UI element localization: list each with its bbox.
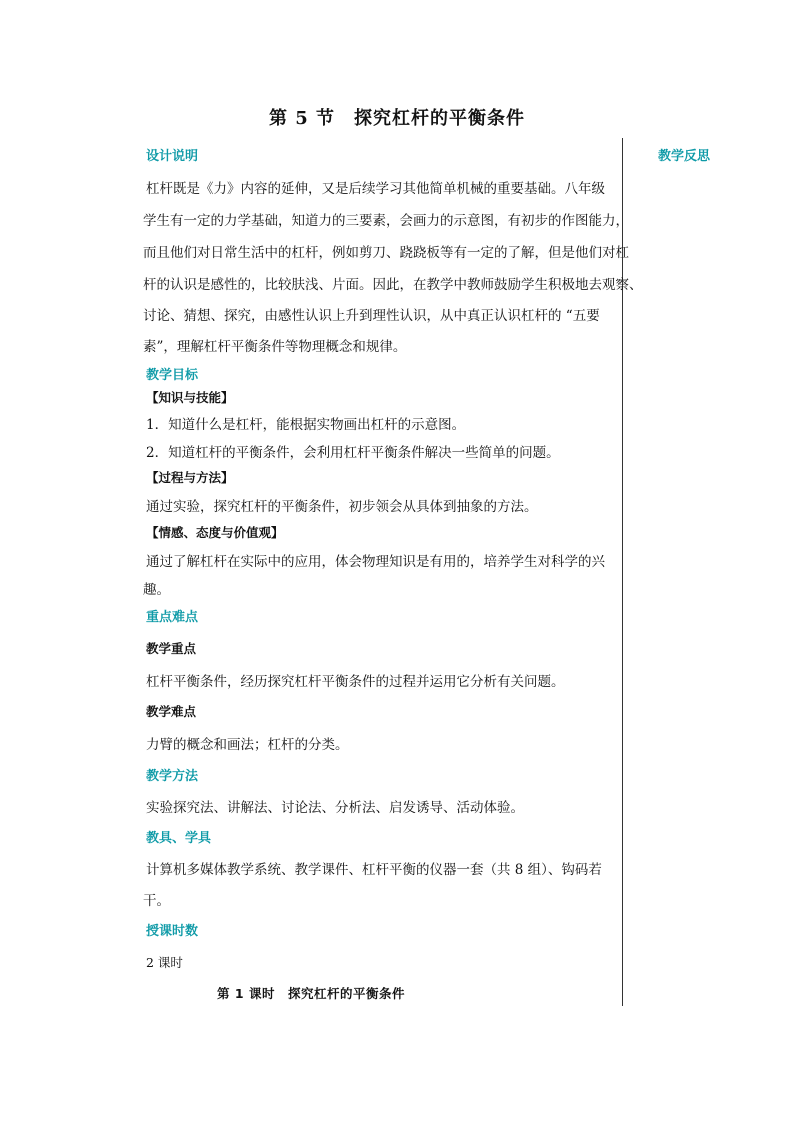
lesson-title: 第 1 课时 探究杠杆的平衡条件	[217, 986, 405, 1001]
process-heading: 【过程与方法】	[146, 470, 234, 485]
key-points-heading: 重点难点	[146, 610, 199, 625]
difficulty-text: 力臂的概念和画法；杠杆的分类。	[146, 737, 349, 753]
objectives-heading: 教学目标	[146, 368, 199, 383]
hours-text: 2 课时	[146, 955, 183, 970]
page-title: 第 5 节 探究杠杆的平衡条件	[268, 108, 526, 129]
tools-line-1: 计算机多媒体教学系统、教学课件、杠杆平衡的仪器一套（共 8 组）、钩码若	[146, 862, 602, 878]
emotion-line-1: 通过了解杠杆在实际中的应用，体会物理知识是有用的，培养学生对科学的兴	[146, 554, 605, 570]
design-line-3: 而且他们对日常生活中的杠杆，例如剪刀、跷跷板等有一定的了解，但是他们对杠	[143, 245, 629, 261]
emotion-heading: 【情感、态度与价值观】	[146, 525, 284, 540]
design-line-6: 素”，理解杠杆平衡条件等物理概念和规律。	[143, 339, 407, 355]
tools-line-2: 干。	[143, 893, 170, 909]
design-line-2: 学生有一定的力学基础，知道力的三要素，会画力的示意图，有初步的作图能力，	[143, 213, 629, 229]
process-text: 通过实验，探究杠杆的平衡条件，初步领会从具体到抽象的方法。	[146, 499, 538, 515]
design-line-5: 讨论、猜想、探究，由感性认识上升到理性认识，从中真正认识杠杆的 “五要	[143, 308, 600, 324]
focus-heading: 教学重点	[146, 641, 197, 656]
design-line-1: 杠杆既是《力》内容的延伸，又是后续学习其他简单机械的重要基础。八年级	[146, 181, 605, 197]
emotion-line-2: 趣。	[143, 582, 170, 598]
design-line-4: 杆的认识是感性的，比较肤浅、片面。因此，在教学中教师鼓励学生积极地去观察、	[143, 277, 643, 293]
methods-text: 实验探究法、讲解法、讨论法、分析法、启发诱导、活动体验。	[146, 800, 524, 816]
hours-heading: 授课时数	[146, 924, 199, 939]
knowledge-item-1: 1．知道什么是杠杆，能根据实物画出杠杆的示意图。	[146, 417, 466, 433]
methods-heading: 教学方法	[146, 769, 199, 784]
design-heading: 设计说明	[146, 149, 199, 164]
difficulty-heading: 教学难点	[146, 704, 197, 719]
focus-text: 杠杆平衡条件，经历探究杠杆平衡条件的过程并运用它分析有关问题。	[146, 674, 565, 690]
column-divider	[622, 138, 623, 1006]
reflection-column-label: 教学反思	[658, 149, 711, 164]
knowledge-heading: 【知识与技能】	[146, 390, 234, 405]
tools-heading: 教具、学具	[146, 831, 212, 846]
knowledge-item-2: 2．知道杠杆的平衡条件，会利用杠杆平衡条件解决一些简单的问题。	[146, 445, 560, 461]
